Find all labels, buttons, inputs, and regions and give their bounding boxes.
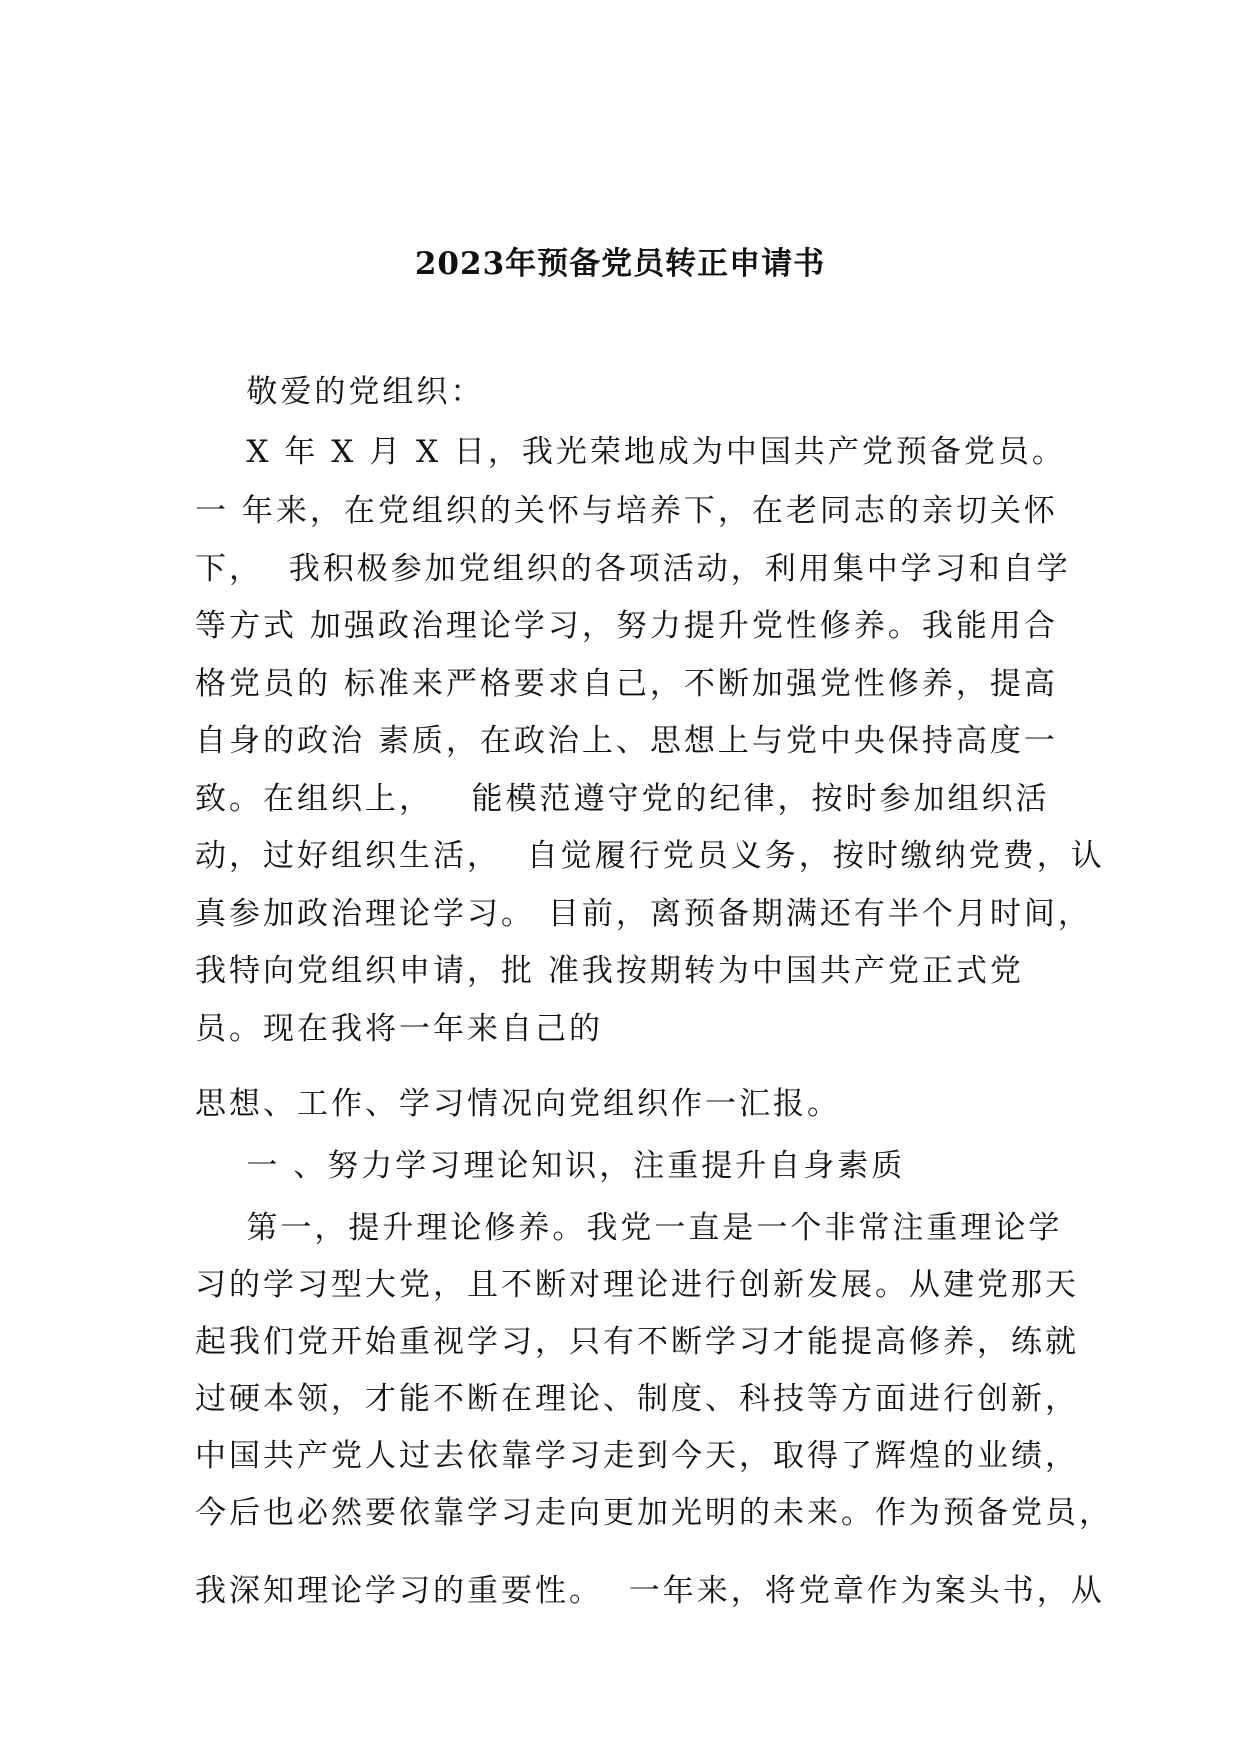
body-line: 中国共产党人过去依靠学习走到今天，取得了辉煌的业绩， <box>195 1438 1079 1474</box>
body-line: 下， 我积极参加党组织的各项活动，利用集中学习和自学 <box>195 551 1071 587</box>
body-line: X 年 X 月 X 日，我光荣地成为中国共产党预备党员。 <box>195 434 1066 470</box>
body-line: 我特向党组织申请，批 准我按期转为中国共产党正式党 <box>195 953 1024 989</box>
body-line: 格党员的 标准来严格要求自己，不断加强党性修养，提高 <box>195 666 1058 702</box>
document-title: 2023年预备党员转正申请书 <box>414 246 826 282</box>
section-heading: 一 、努力学习理论知识，注重提升自身素质 <box>195 1148 906 1184</box>
salutation-line: 敬爱的党组织： <box>195 374 485 410</box>
body-line: 动，过好组织生活， 自觉履行党员义务，按时缴纳党费，认 <box>195 838 1105 874</box>
body-line: 习的学习型大党，且不断对理论进行创新发展。从建党那天 <box>195 1267 1079 1303</box>
body-line: 等方式 加强政治理论学习，努力提升党性修养。我能用合 <box>195 608 1058 644</box>
body-line: 致。在组织上， 能模范遵守党的纪律，按时参加组织活 <box>195 781 1050 817</box>
body-line: 第一，提升理论修养。我党一直是一个非常注重理论学 <box>195 1210 1063 1246</box>
body-line: 起我们党开始重视学习，只有不断学习才能提高修养，练就 <box>195 1324 1079 1360</box>
body-line: 过硬本领，才能不断在理论、制度、科技等方面进行创新， <box>195 1381 1079 1417</box>
body-line: 真参加政治理论学习。 目前，离预备期满还有半个月时间， <box>195 896 1092 932</box>
body-line: 一 年来，在党组织的关怀与培养下，在老同志的亲切关怀 <box>195 493 1058 529</box>
body-line: 思想、工作、学习情况向党组织作一汇报。 <box>195 1086 841 1122</box>
body-line: 我深知理论学习的重要性。 一年来，将党章作为案头书，从 <box>195 1573 1105 1609</box>
body-line: 员。现在我将一年来自己的 <box>195 1011 603 1047</box>
body-line: 自身的政治 素质，在政治上、思想上与党中央保持高度一 <box>195 723 1058 759</box>
body-line: 今后也必然要依靠学习走向更加光明的未来。作为预备党员， <box>195 1495 1113 1531</box>
